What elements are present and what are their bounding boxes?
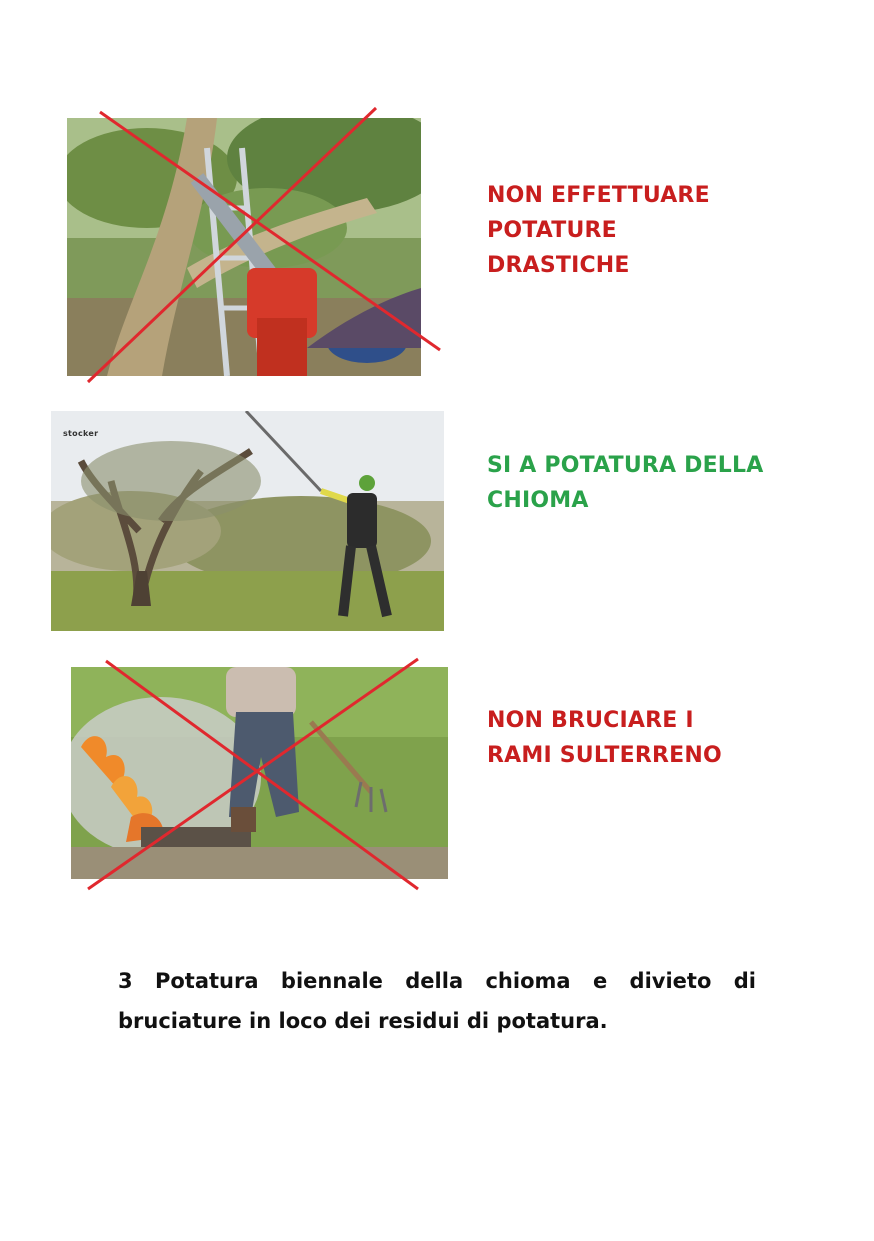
caption-line: CHIOMA: [487, 488, 589, 513]
caption-line: DRASTICHE: [487, 253, 630, 278]
burning-branches-photo: [71, 667, 448, 879]
caption-line: RAMI SULTERRENO: [487, 743, 722, 768]
footer-line-2: bruciature in loco dei residui di potatura.: [118, 1009, 608, 1033]
footer-paragraph: [118, 961, 756, 1041]
photo-logo: stocker: [63, 429, 99, 438]
caption-yes-crown-pruning: [487, 448, 763, 518]
caption-line: SI A POTATURA DELLA: [487, 453, 764, 478]
pole-pruning-photo: [51, 411, 444, 631]
caption-no-burning-branches: [487, 703, 722, 773]
caption-line: POTATURE: [487, 218, 617, 243]
caption-line: NON EFFETTUARE: [487, 183, 710, 208]
footer-line-1: 3 Potatura biennale della chioma e divieto di: [118, 969, 756, 993]
chainsaw-pruning-photo: [67, 118, 421, 376]
caption-no-drastic-pruning: [487, 178, 710, 283]
caption-line: NON BRUCIARE I: [487, 708, 694, 733]
